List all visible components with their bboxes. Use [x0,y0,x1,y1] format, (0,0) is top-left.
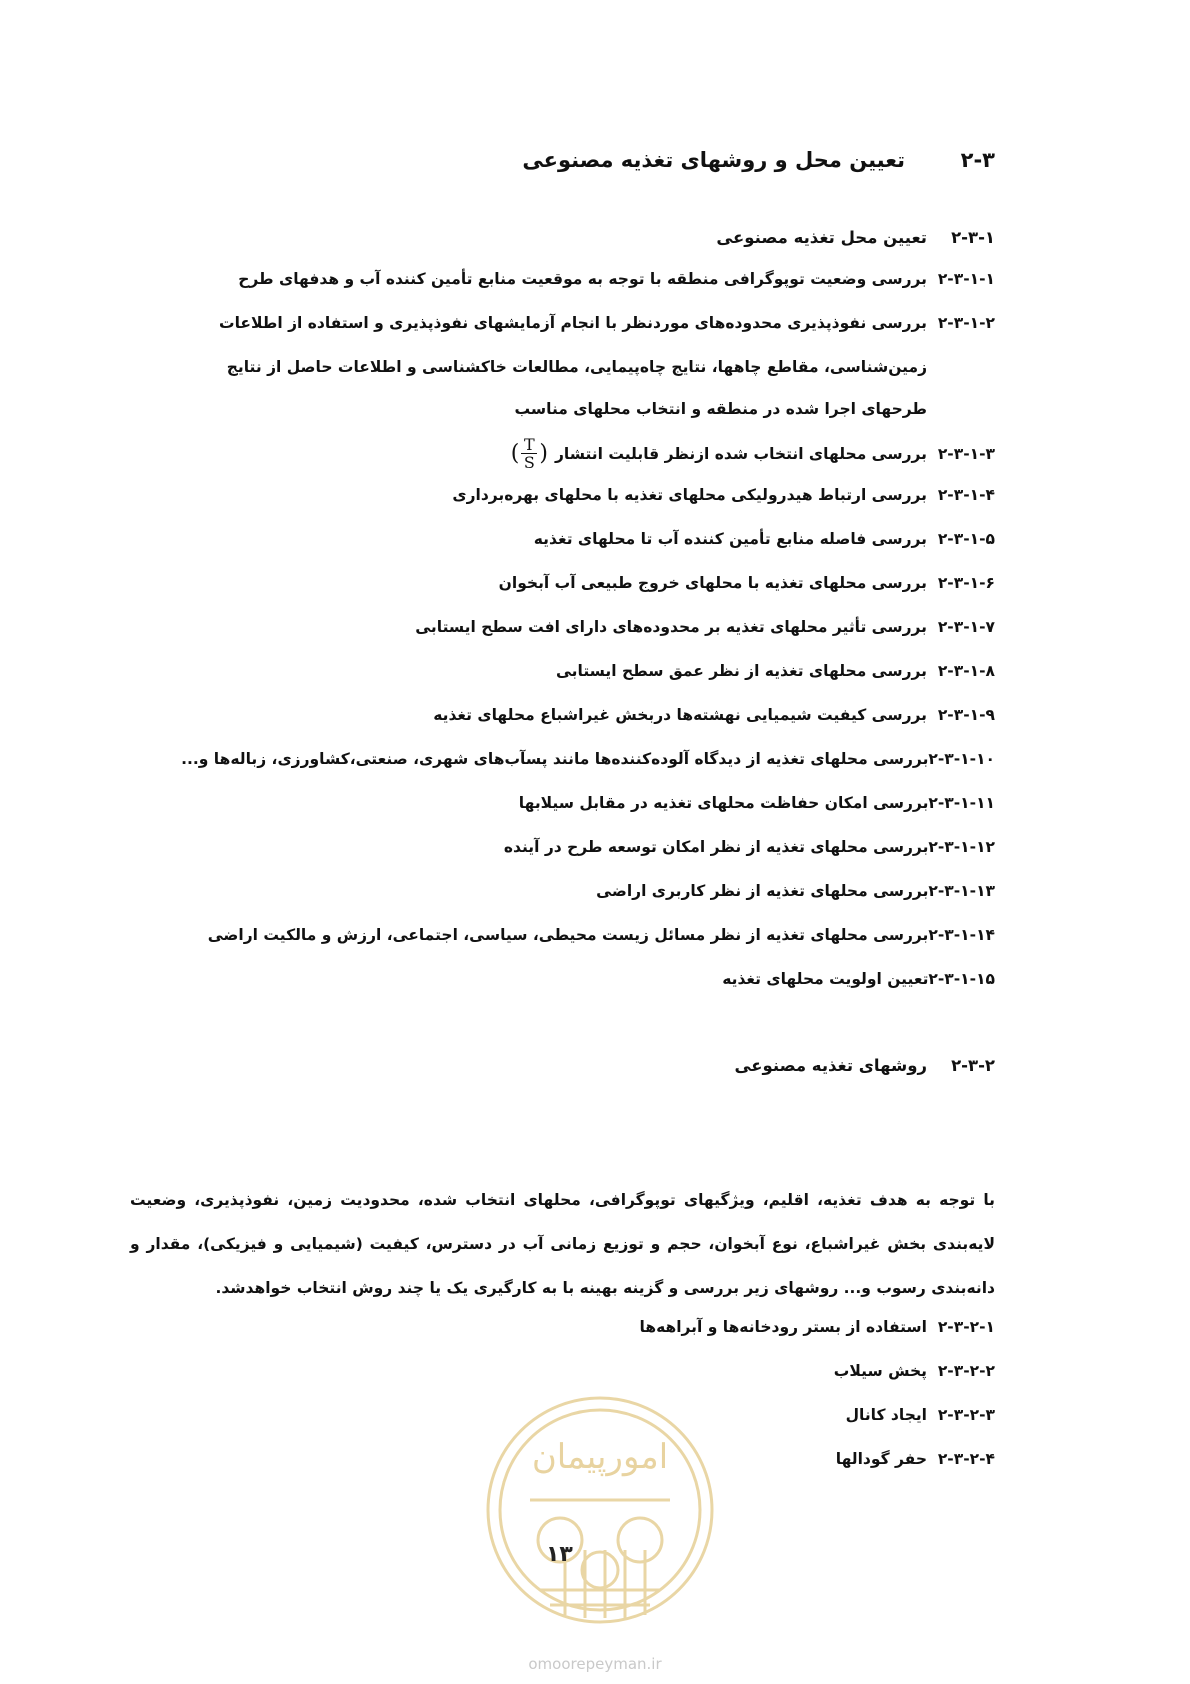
item-number: ۲-۳-۱-۴ [937,486,995,504]
list-item [130,618,995,636]
item-text: بررسی محلهای انتخاب شده ازنظر قابلیت انتشار [554,444,927,463]
item-text: بررسی فاصله منابع تأمین کننده آب تا محلهای تغذیه [533,530,927,548]
subsection-heading [130,228,995,247]
item-number: ۲-۳-۱-۶ [937,574,995,592]
item-number: ۲-۳-۱-۳ [937,444,995,463]
page-number: ۱۳ [546,1542,573,1567]
list-item [130,706,995,724]
close-paren: ) [510,441,520,466]
item-text: بررسی محلهای تغذیه از نظر عمق سطح ایستابی [556,662,927,680]
item-text: استفاده از بستر رودخانه‌ها و آبراهه‌ها [639,1318,927,1336]
section-heading [522,148,995,172]
item-continuation: طرحهای اجرا شده در منطقه و انتخاب محلهای مناسب [514,400,927,418]
list-item [130,662,995,680]
item-number: ۲-۳-۱-۵ [937,530,995,548]
item-number: ۲-۳-۲-۳ [937,1406,995,1424]
list-item [130,1362,995,1380]
item-text: حفر گودالها [835,1450,927,1468]
item-text: بررسی محلهای تغذیه از نظر امکان توسعه طرح در آینده [503,838,929,856]
item-number: ۲-۳-۱-۱۴ [928,926,995,944]
list-item [130,838,995,856]
ts-fraction [521,436,537,471]
item-number: ۲-۳-۱-۱۱ [928,794,995,812]
item-number: ۲-۳-۱-۹ [937,706,995,724]
item-text: بررسی کیفیت شیمیایی نهشته‌ها دربخش غیراشباع محلهای تغذیه [433,706,927,724]
item-number: ۲-۳-۱-۲ [937,314,995,332]
subsection-heading [130,1056,995,1075]
watermark-logo-text: امورپیمان [531,1437,669,1477]
item-continuation: زمین‌شناسی، مقاطع چاهها، نتایج چاه‌پیمایی، مطالعات خاکشناسی و اطلاعات حاصل از نتایج [226,358,927,376]
item-number: ۲-۳-۲-۱ [937,1318,995,1336]
body-paragraph: با توجه به هدف تغذیه، اقلیم، ویژگیهای توپوگرافی، محلهای انتخاب شده، محدودیت زمین، نفوذپذیری، وضعیت لایه‌بندی بخش غیراشباع، نوع آبخوان، حجم و توزیع زمانی آب در دسترس، کیفیت (شیمیایی و فیزیکی)، مقدار و دانه‌بندی رسوب و... روشهای زیر بررسی و گزینه بهینه با به کارگیری یک یا چند روش انتخاب خواهدشد. [130,1191,995,1297]
list-item [130,794,995,812]
watermark-footer: omoorepeyman.ir [528,1655,662,1673]
section-number: ۲-۳ [960,148,995,172]
list-item [130,926,995,944]
list-item [130,882,995,900]
subsection-number: ۲-۳-۲ [951,1056,995,1075]
item-text: بررسی تأثیر محلهای تغذیه بر محدوده‌های دارای افت سطح ایستابی [415,618,927,636]
item-text: بررسی محلهای تغذیه از دیدگاه آلوده‌کننده‌ها مانند پسآب‌های شهری، صنعتی،کشاورزی، زباله‌ها و... [181,750,929,768]
list-item [130,530,995,548]
list-item [130,436,995,471]
section-title: تعیین محل و روشهای تغذیه مصنوعی [522,148,905,172]
item-text: بررسی محلهای تغذیه از نظر مسائل زیست محیطی، سیاسی، اجتماعی، ارزش و مالکیت اراضی [207,926,929,944]
item-text: بررسی نفوذپذیری محدوده‌های موردنظر با انجام آزمایشهای نفوذپذیری و استفاده از اطلاعات [219,314,927,332]
fraction-numerator: T [524,435,535,454]
item-number: ۲-۳-۱-۱۳ [928,882,995,900]
item-number: ۲-۳-۱-۱۰ [928,750,995,768]
item-number: ۲-۳-۱-۱ [937,270,995,288]
item-number: ۲-۳-۱-۱۵ [928,970,995,988]
list-item [130,1318,995,1336]
item-text: بررسی محلهای تغذیه با محلهای خروج طبیعی آب آبخوان [498,574,927,592]
item-number: ۲-۳-۱-۱۲ [928,838,995,856]
item-text: تعیین اولویت محلهای تغذیه [722,970,929,988]
subsection-number: ۲-۳-۱ [951,228,995,247]
item-text: بررسی وضعیت توپوگرافی منطقه با توجه به موقعیت منابع تأمین کننده آب و هدفهای طرح [238,270,927,288]
subsection-title: روشهای تغذیه مصنوعی [734,1056,927,1075]
item-text: بررسی محلهای تغذیه از نظر کاربری اراضی [596,882,929,900]
list-item [130,486,995,504]
subsection-title: تعیین محل تغذیه مصنوعی [716,228,927,247]
list-item [130,750,995,768]
list-item [130,270,995,288]
fraction-denominator: S [523,453,535,472]
open-paren: ( [539,441,555,466]
list-item [130,314,995,332]
item-text: بررسی امکان حفاظت محلهای تغذیه در مقابل سیلابها [518,794,929,812]
item-number: ۲-۳-۱-۷ [937,618,995,636]
list-item [130,574,995,592]
item-number: ۲-۳-۲-۴ [937,1450,995,1468]
item-text: بررسی ارتباط هیدرولیکی محلهای تغذیه با محلهای بهره‌برداری [452,486,927,504]
list-item [130,970,995,988]
item-text: پخش سیلاب [833,1362,927,1380]
item-number: ۲-۳-۲-۲ [937,1362,995,1380]
watermark-logo [480,1390,720,1630]
item-text: ایجاد کانال [845,1406,927,1424]
item-number: ۲-۳-۱-۸ [937,662,995,680]
